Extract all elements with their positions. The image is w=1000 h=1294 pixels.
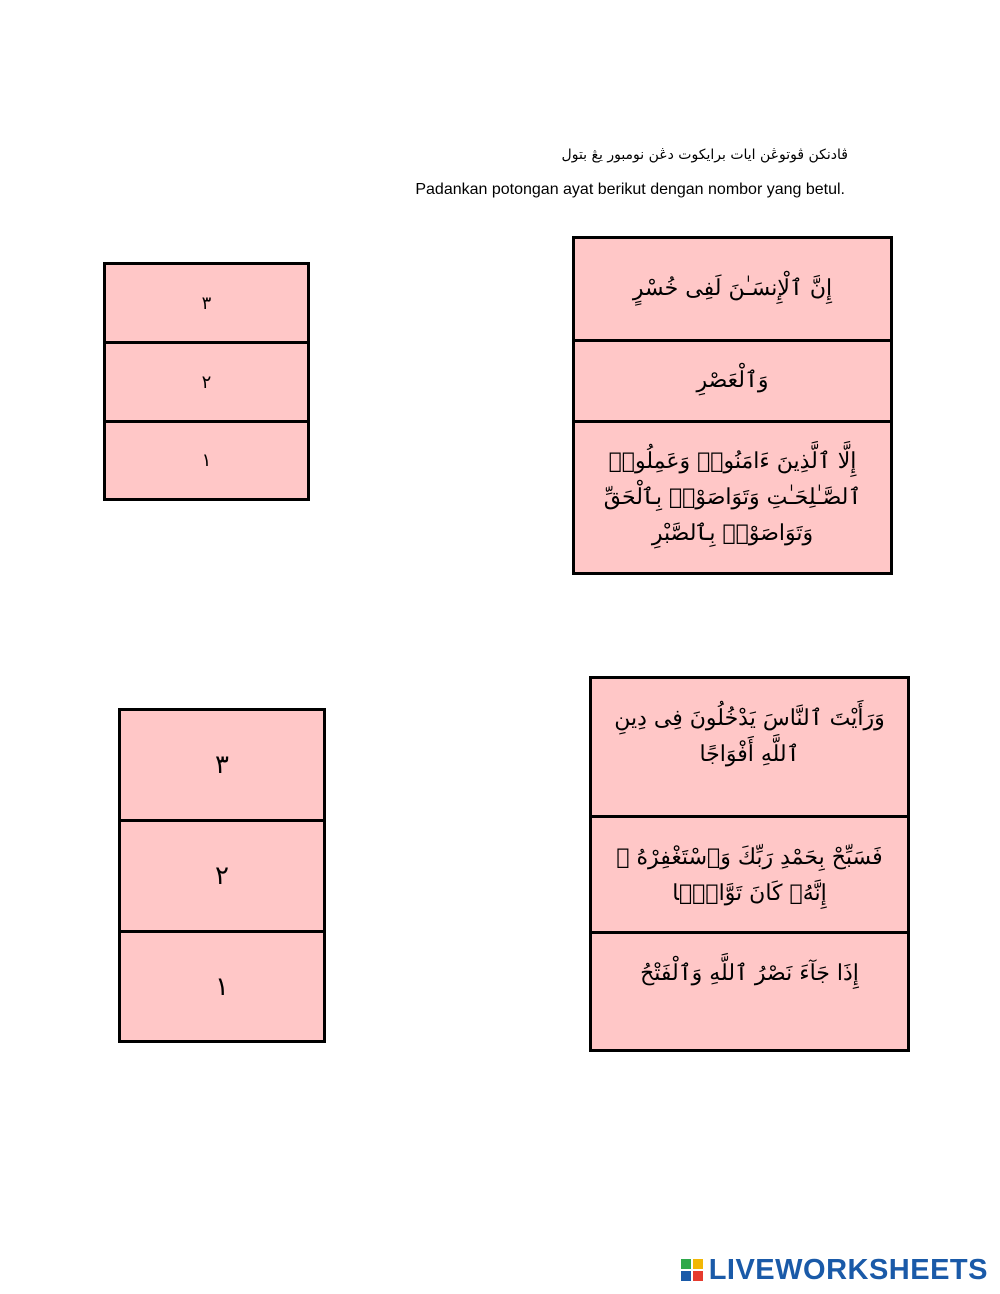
logo-mark-square bbox=[681, 1259, 691, 1269]
set1-number-box-3[interactable]: ١ bbox=[103, 420, 310, 501]
set1-number-box-1[interactable]: ٣ bbox=[103, 262, 310, 344]
set2-number-box-1[interactable]: ٣ bbox=[118, 708, 326, 822]
set1-number-box-2[interactable]: ٢ bbox=[103, 341, 310, 423]
logo-mark-square bbox=[693, 1259, 703, 1269]
set1-verse-box-2[interactable]: وَٱلْعَصْرِ bbox=[572, 339, 893, 423]
instruction-jawi: ڤادنكن ڤوتوڠن ايات برايكوت دڠن نومبور يڠ بتول bbox=[561, 147, 848, 163]
logo-mark-square bbox=[681, 1271, 691, 1281]
set2-number-box-3[interactable]: ١ bbox=[118, 930, 326, 1043]
set1-verse-box-3[interactable]: إِلَّا ٱلَّذِينَ ءَامَنُوا۟ وَعَمِلُوا۟ ٱلصَّـٰلِحَـٰتِ وَتَوَاصَوْا۟ بِٱلْحَقِّ وَتَوَاصَوْا۟ بِٱلصَّبْرِ bbox=[572, 420, 893, 575]
liveworksheets-logo bbox=[681, 1250, 988, 1290]
set2-verse-box-1[interactable]: وَرَأَيْتَ ٱلنَّاسَ يَدْخُلُونَ فِى دِينِ ٱللَّهِ أَفْوَاجًا bbox=[589, 676, 910, 818]
set2-verse-box-2[interactable]: فَسَبِّحْ بِحَمْدِ رَبِّكَ وَٱسْتَغْفِرْهُ ۚ إِنَّهُۥ كَانَ تَوَّابًۢا bbox=[589, 815, 910, 934]
instruction-latin: Padankan potongan ayat berikut dengan nombor yang betul. bbox=[415, 181, 845, 198]
set2-number-box-2[interactable]: ٢ bbox=[118, 819, 326, 933]
logo-mark-icon bbox=[681, 1259, 703, 1281]
set1-verse-box-1[interactable]: إِنَّ ٱلْإِنسَـٰنَ لَفِى خُسْرٍ bbox=[572, 236, 893, 342]
logo-text: LIVEWORKSHEETS bbox=[708, 1253, 988, 1286]
logo-mark-square bbox=[693, 1271, 703, 1281]
set2-verse-box-3[interactable]: إِذَا جَآءَ نَصْرُ ٱللَّهِ وَٱلْفَتْحُ bbox=[589, 931, 910, 1052]
